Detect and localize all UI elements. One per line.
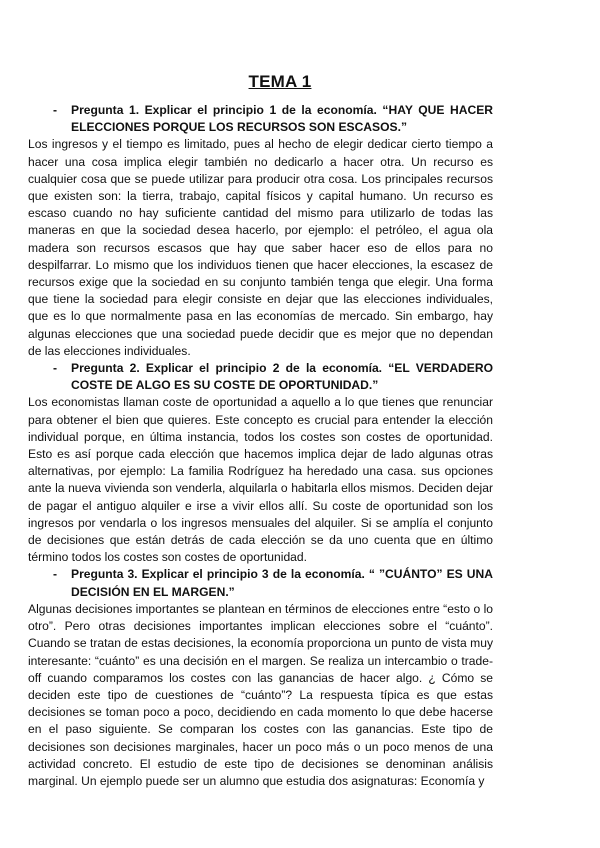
document-page: [28, 72, 493, 790]
list-dash: -: [53, 361, 58, 376]
section-3: [28, 566, 493, 790]
document-title: TEMA 1: [248, 72, 312, 91]
answer-paragraph: Algunas decisiones importantes se plantean en términos de elecciones entre “esto o lo otro”. Pero otras decisiones importantes implican elecciones sobre el “cuánto”. Cuando se tratan de estas decisiones, la economía proporciona un punto de vista muy interesante: “cuánto” es una decisión en el margen. Se realiza un intercambio o trade-off cuando comparamos los costes con las ganancias de hacer algo. ¿ Cómo se deciden este tipo de cuestiones de “cuánto”? La respuesta típica es que estas decisiones se toman poco a poco, decidiendo en cada momento lo que debe hacerse en el paso siguiente. Se comparan los costes con las ganancias. Este tipo de decisiones son decisiones marginales, hacer un poco más o un poco menos de una actividad concreto. El estudio de este tipo de decisiones se denominan análisis marginal. Un ejemplo puede ser un alumno que estudia dos asignaturas: Economía y: [28, 601, 493, 788]
section-1: [28, 102, 493, 360]
answer-paragraph: Los economistas llaman coste de oportunidad a aquello a lo que tienes que renunciar para obtener el bien que quieres. Este concepto es crucial para entender la elección individual porque, en última instancia, todos los costes son costes de oportunidad. Esto es así porque cada elección que hacemos implica dejar de lado algunas otras alternativas, por ejemplo: La familia Rodríguez ha heredado una casa. sus opciones ante la nueva vivienda son venderla, alquilarla o habitarla ellos mismos. Deciden dejar de pagar el antiguo alquiler e irse a vivir ellos allí. Su coste de oportunidad son los ingresos por vendarla o los ingresos mensuales del alquiler. Si se amplía el conjunto de decisiones que están detrás de cada elección se da uno cuenta que en último término todos los costes son costes de oportunidad.: [28, 395, 493, 565]
question-text: Pregunta 3. Explicar el principio 3 de la economía. “ ”CUÁNTO” ES UNA DECISIÓN EN EL MARGEN.”: [71, 567, 493, 599]
question-text: Pregunta 2. Explicar el principio 2 de la economía. “EL VERDADERO COSTE DE ALGO ES SU COSTE DE OPORTUNIDAD.”: [71, 361, 493, 393]
question-heading: [53, 566, 493, 600]
question-heading: [53, 360, 493, 394]
section-2: [28, 360, 493, 566]
answer-paragraph: Los ingresos y el tiempo es limitado, pues al hecho de elegir dedicar cierto tiempo a hacer una cosa implica elegir también no dedicarlo a hacer otra. Un recurso es cualquier cosa que se puede utilizar para producir otra cosa. Los principales recursos que existen son: la tierra, trabajo, capital físicos y capital humano. Un recurso es escaso cuando no hay suficiente cantidad del mismo para utilizarlo de todas las maneras en que la sociedad desea hacerlo, por ejemplo: el petróleo, el agua ola madera son recursos escasos que hay que saber hacer eso de ellos para no despilfarrar. Lo mismo que los individuos tienen que hacer elecciones, la escasez de recursos exige que la sociedad en su conjunto también tenga que elegir. Una forma que tiene la sociedad para elegir consiste en dejar que las elecciones individuales, que es lo que normalmente pasa en las economías de mercado. Sin embargo, hay algunas elecciones que una sociedad puede decidir que es mejor que no dependan de las elecciones individuales.: [28, 137, 493, 358]
list-dash: -: [53, 567, 58, 582]
question-text: Pregunta 1. Explicar el principio 1 de la economía. “HAY QUE HACER ELECCIONES PORQUE LOS RECURSOS SON ESCASOS.”: [71, 103, 493, 135]
list-dash: -: [53, 103, 58, 117]
question-heading: [53, 102, 493, 136]
